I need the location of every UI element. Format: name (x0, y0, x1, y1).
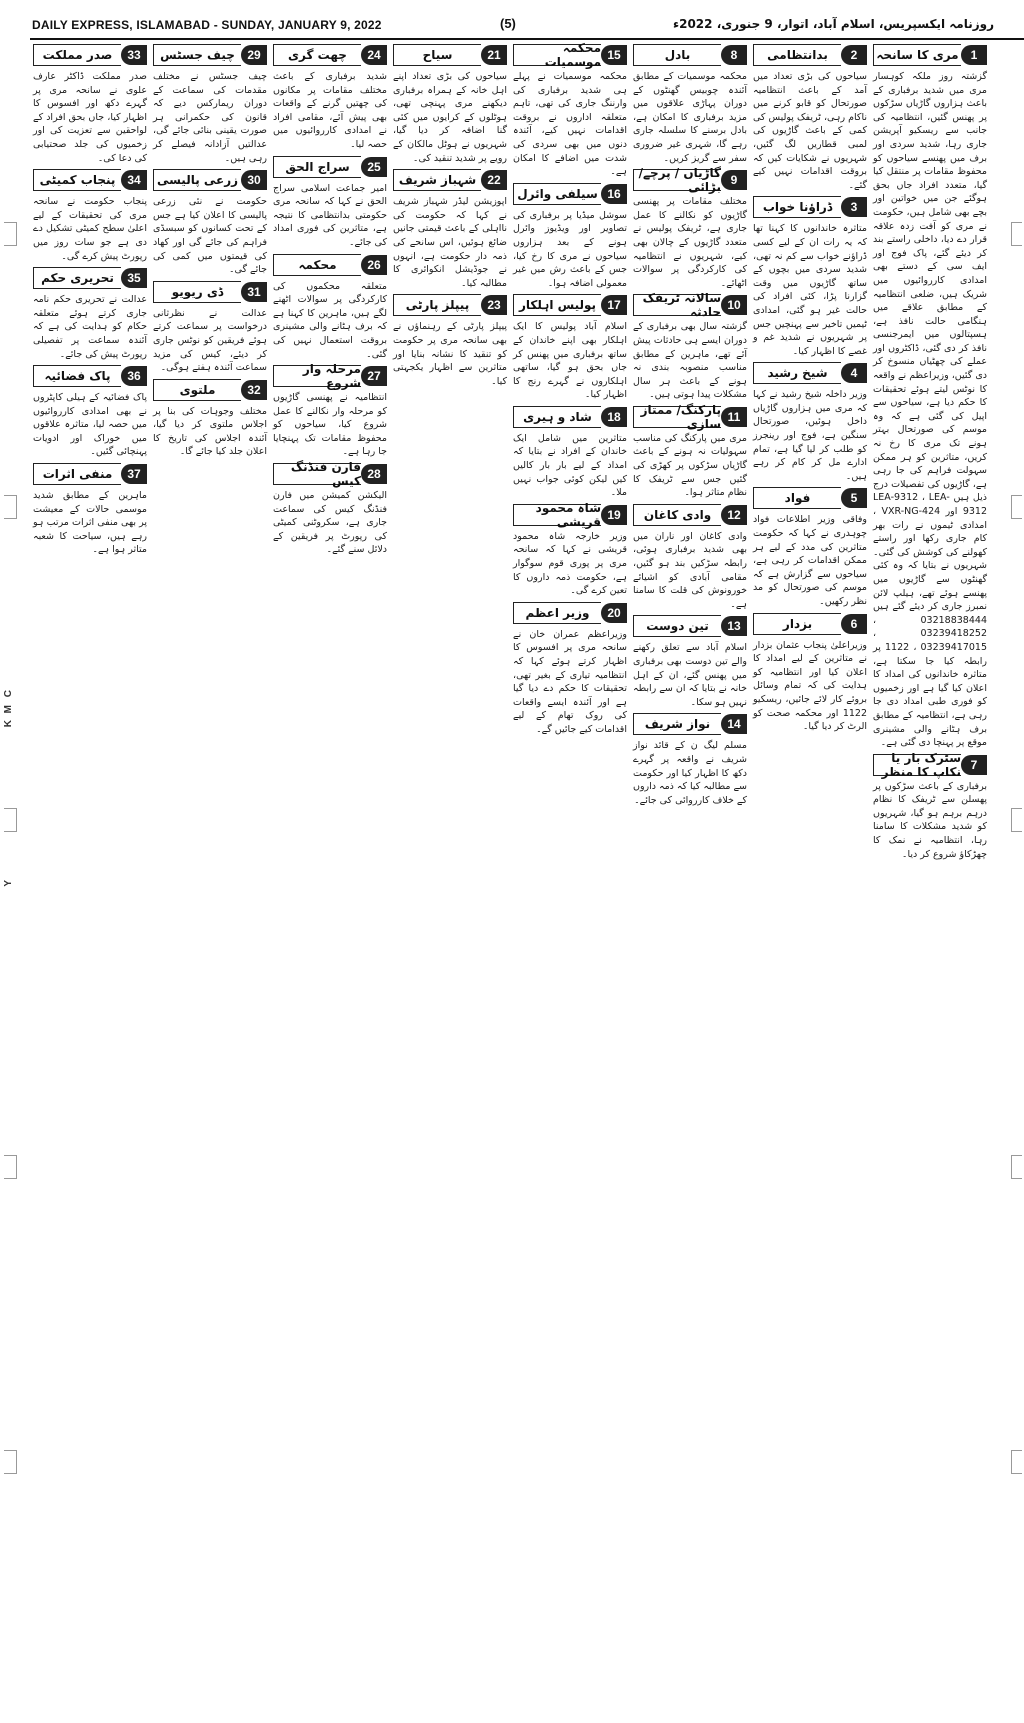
news-item-number: 12 (721, 505, 747, 525)
news-item (513, 602, 627, 737)
news-item-title: شاد و ہیری (513, 406, 601, 428)
news-item-number: 21 (481, 45, 507, 65)
news-item-number: 29 (241, 45, 267, 65)
news-item-number: 2 (841, 45, 867, 65)
news-item-number: 8 (721, 45, 747, 65)
news-item-header (273, 254, 387, 276)
news-column (390, 40, 510, 1712)
news-item (273, 254, 387, 362)
news-item-number: 6 (841, 614, 867, 634)
news-item-title: ملتوی (153, 379, 241, 401)
news-item-number: 19 (601, 505, 627, 525)
news-item (33, 365, 147, 459)
news-item-number: 4 (841, 363, 867, 383)
news-item (753, 362, 867, 483)
news-item-header (153, 169, 267, 191)
news-item-number: 36 (121, 366, 147, 386)
news-item-body: وادی کاغان اور ناران میں بھی شدید برفباری ہوئی، رابطہ سڑکیں بند ہو گئیں، مقامی آبادی کو اشیائے خورونوش کی قلت کا سامنا ہے۔ (633, 530, 747, 610)
news-item-header (33, 365, 147, 387)
news-item-body: شدید برفباری کے باعث مختلف مقامات پر مکانوں کی چھتیں گرنے کے واقعات بھی پیش آئے، مقامی افراد نے امدادی کارروائیوں میں حصہ لیا۔ (273, 71, 387, 150)
news-item-header (273, 460, 387, 489)
news-item-number: 28 (361, 464, 387, 484)
news-item-title: محکمہ (273, 254, 361, 276)
news-item (513, 406, 627, 500)
news-item-number: 14 (721, 714, 747, 734)
news-item-number: 13 (721, 616, 747, 636)
color-mark-c: C (3, 690, 14, 698)
news-item-number: 10 (721, 295, 747, 315)
registration-mark (4, 1155, 17, 1179)
news-item-number: 35 (121, 268, 147, 288)
news-item-header (873, 44, 987, 66)
news-item-title: پنجاب کمیٹی (33, 169, 121, 191)
news-item-number: 32 (241, 380, 267, 400)
news-item (273, 362, 387, 459)
news-item-header (753, 196, 867, 218)
news-item-body: متعلقہ محکموں کی کارکردگی پر سوالات اٹھنے لگے ہیں، ماہرین کا کہنا ہے کہ برف ہٹانے والی مشینری بروقت استعمال نہیں کی گئی۔ (273, 280, 387, 360)
masthead (30, 10, 1024, 40)
news-item-title: مری کا سانحہ (873, 44, 961, 66)
news-item (873, 44, 987, 750)
news-item-header (633, 291, 747, 320)
news-item-body: وزیراعظم عمران خان نے سانحہ مری پر افسوس کا اظہار کرتے ہوئے کہا کہ انتظامیہ تیاری کے بغیر تھی، تحقیقات کا حکم دے دیا گیا ہے اور آئندہ ایسے واقعات کی روک تھام کے لیے اقدامات کیے جائیں گے۔ (513, 628, 627, 735)
news-item-title: بادل (633, 44, 721, 66)
news-item-body: انتظامیہ نے پھنسی گاڑیوں کو مرحلہ وار نکالنے کا عمل شروع کیا، سیاحوں کو محفوظ مقامات تک پہنچایا جا رہا ہے۔ (273, 392, 387, 458)
news-item (633, 291, 747, 402)
news-item (393, 294, 507, 388)
news-item (393, 44, 507, 165)
masthead-left: DAILY EXPRESS, ISLAMABAD - SUNDAY, JANUARY 9, 2022 (32, 18, 382, 32)
news-item-body: مسلم لیگ ن کے قائد نواز شریف نے واقعہ پر گہرے دکھ کا اظہار کیا اور حکومت سے مطالبہ کیا کہ ذمہ داروں کے خلاف کارروائی کی جائے۔ (632, 740, 747, 806)
news-column (870, 40, 990, 1712)
news-item-header (393, 44, 507, 66)
news-item (753, 487, 867, 608)
news-item-body: وفاقی وزیر اطلاعات فواد چوہدری نے کہا کہ حکومت متاثرین کی مدد کے لیے ہر ممکن اقدامات کر رہی ہے، سیاحوں سے گزارش ہے کہ موسم کی صورتحال کو مد نظر رکھیں۔ (753, 514, 867, 607)
news-item-header (513, 294, 627, 316)
news-item (753, 613, 867, 734)
news-item-body: متاثرین میں شامل ایک خاندان کے افراد نے بتایا کہ امداد کے لیے بار بار کالیں کیں لیکن کوئی جواب نہیں ملا۔ (513, 432, 627, 499)
news-item (513, 183, 627, 291)
news-item-header (33, 169, 147, 191)
news-item-header (153, 44, 267, 66)
news-column (750, 40, 870, 1712)
news-item (273, 44, 387, 152)
news-item (633, 402, 747, 500)
news-item-number: 5 (841, 488, 867, 508)
news-item-body: وزیر خارجہ شاہ محمود قریشی نے کہا کہ سانحہ مری پر پوری قوم سوگوار ہے، حکومت ذمہ داروں کا تعین کرے گی۔ (513, 530, 627, 597)
masthead-right: روزنامہ ایکسپریس، اسلام آباد، اتوار، 9 جنوری، 2022ء (672, 17, 994, 31)
registration-mark (1011, 222, 1022, 246)
news-item (633, 44, 747, 165)
news-item-title: تین دوست (633, 615, 721, 637)
news-item-body: گزشتہ روز ملکہ کوہسار مری میں شدید برفباری کے باعث ہزاروں گاڑیاں سڑکوں پر پھنس گئیں، انتظامیہ کی جانب سے ریسکیو آپریشن جاری رہا، شدید سردی اور برف میں پھنسے سیاحوں کو محفوظ مقامات پر منتقل کیا گیا، متعدد افراد جاں بحق ہوگئے جن میں خواتین اور بچے بھی شامل ہیں، حکومت نے مری کو آفت زدہ علاقہ قرار دے دیا، داخلی راستے بند کر دیئے گئے، پاک فوج اور ایف سی کے دستے بھی امدادی کارروائیوں میں شریک ہیں، ضلعی انتظامیہ کے مطابق علاقے میں ہنگامی حالت نافذ ہے، ہسپتالوں میں ایمرجنسی نافذ کر دی گئی، ڈاکٹروں اور عملے کی چھٹیاں منسوخ کر دی گئیں، وزیراعظم نے واقعہ کا نوٹس لیتے ہوئے تحقیقات کا حکم دیا ہے، سیاحوں سے اپیل کی گئی ہے کہ وہ موسم کی صورتحال بہتر ہونے تک مری کا رخ نہ کریں، متاثرین کو ہر ممکن سہولت فراہم کی جا رہی ہے، گاڑیوں کی تفصیلات درج ذیل ہیں LEA-9312 ، LEA-9312 اور VXR-NG-424 ، امدادی ٹیموں نے رات بھر کام جاری رکھا اور راستے کھولنے کی کوشش کی گئی۔ شہریوں نے بتایا کہ وہ کئی گھنٹوں سے گاڑیوں میں پھنسے ہوئے تھے، ہیلپ لائن نمبرز جاری کر دیئے گئے ہیں 03218838444 ، 03239418252 ، 03239417015 ، 1122 پر رابطہ کیا جا سکتا ہے، متاثرہ خاندانوں کی امداد کا اعلان کیا گیا ہے اور زخمیوں کو فوری طبی امداد دی جا رہی ہے، انتظامیہ کے مطابق برف ہٹانے والی مشینری موقع پر پہنچا دی گئی ہے۔ (873, 71, 988, 749)
news-item (33, 44, 147, 165)
news-item-title: ڈی ریویو (153, 281, 241, 303)
news-item-title: شہباز شریف (393, 169, 481, 191)
news-item-title: زرعی پالیسی (153, 169, 241, 191)
color-mark-y: Y (3, 880, 14, 887)
news-item-header (33, 267, 147, 289)
news-item-title: نواز شریف (633, 713, 721, 735)
news-item-number: 27 (361, 366, 387, 386)
news-item-body: پاک فضائیہ کے ہیلی کاپٹروں نے بھی امدادی کارروائیوں میں حصہ لیا، متاثرہ علاقوں میں خوراک اور ادویات پہنچائی گئیں۔ (33, 392, 147, 458)
news-item-header (273, 362, 387, 391)
news-item-title: محکمہ موسمیات (513, 44, 601, 66)
news-item (153, 44, 267, 165)
news-item-header (753, 362, 867, 384)
news-item-title: گاڑیاں / پرچے/ بڑائی (633, 169, 721, 191)
news-item-header (753, 487, 867, 509)
registration-mark (4, 222, 17, 246)
news-item-header (273, 44, 387, 66)
news-item-body: محکمہ موسمیات نے پہلے ہی شدید برفباری کی وارننگ جاری کی تھی، تاہم متعلقہ اداروں نے بروقت اقدامات نہیں کیے، آئندہ دنوں میں بھی سردی کی شدت میں اضافے کا امکان ہے۔ (513, 71, 627, 178)
news-item-title: بزدار (753, 613, 841, 635)
news-item-title: پارکنگ/ ممتاز سازی (633, 406, 721, 428)
news-item-header (513, 41, 627, 69)
news-item (513, 294, 627, 402)
news-item-number: 3 (841, 197, 867, 217)
registration-mark (4, 808, 17, 832)
news-item-number: 37 (121, 464, 147, 484)
news-item-number: 7 (961, 755, 987, 775)
news-item-body: صدر مملکت ڈاکٹر عارف علوی نے سانحہ مری پر گہرے دکھ اور افسوس کا اظہار کیا، جاں بحق افراد کے لواحقین سے تعزیت کی اور زخمیوں کی جلد صحتیابی کی دعا کی۔ (33, 71, 147, 164)
news-item-title: سالانہ ٹریفک حادثہ (633, 294, 721, 316)
news-item-number: 31 (241, 282, 267, 302)
news-item-title: تحریری حکم (33, 267, 121, 289)
news-item-title: شاہ محمود قریشی (513, 504, 601, 526)
registration-mark (4, 1450, 17, 1474)
news-item-title: منفی اثرات (33, 463, 121, 485)
news-item-header (153, 281, 267, 303)
news-item-number: 11 (721, 407, 747, 427)
news-item-header (753, 613, 867, 635)
news-item-number: 16 (601, 184, 627, 204)
news-item-title: بدانتظامی (753, 44, 841, 66)
news-item-body: پیپلز پارٹی کے رہنماؤں نے بھی سانحہ مری پر حکومت کو تنقید کا نشانہ بنایا اور متاثرین سے اظہار یکجہتی کیا۔ (393, 321, 507, 387)
news-item-body: حکومت نے نئی زرعی پالیسی کا اعلان کیا ہے جس کے تحت کسانوں کو سبسڈی فراہم کی جائے گی اور کھاد کی قیمتوں میں کمی کی جائے گی۔ (153, 196, 267, 276)
news-item-body: عدالت نے نظرثانی درخواست پر سماعت کرتے ہوئے فریقین کو نوٹس جاری کر دیئے، کیس کی مزید سماعت آئندہ ہفتے ہوگی۔ (153, 307, 267, 374)
news-item-header (513, 406, 627, 428)
news-item (33, 267, 147, 361)
news-item (633, 713, 747, 807)
news-item-number: 17 (601, 295, 627, 315)
news-item-number: 33 (121, 45, 147, 65)
news-item-body: وزیر داخلہ شیخ رشید نے کہا کہ مری میں ہزاروں گاڑیاں داخل ہوئیں، صورتحال سنگین ہے، فوج اور رینجرز کو طلب کر لیا گیا ہے، تمام ادارے مل کر کام کر رہے ہیں۔ (753, 389, 867, 482)
news-item-body: چیف جسٹس نے مختلف مقدمات کی سماعت کے دوران ریمارکس دیے کہ قانون کی حکمرانی ہر صورت یقینی بنائی جائے گی، عدالتیں آزادانہ فیصلے کر رہی ہیں۔ (153, 71, 267, 164)
news-item-header (513, 183, 627, 205)
news-item-header (393, 294, 507, 316)
news-item-header (513, 500, 627, 529)
news-item-body: گزشتہ سال بھی برفباری کے دوران ایسے ہی حادثات پیش آئے تھے، ماہرین کے مطابق مناسب منصوبہ بندی نہ ہونے کے باعث ہر سال مشکلات پیدا ہوتی ہیں۔ (633, 321, 747, 401)
color-mark-m: M (3, 705, 14, 714)
news-item-number: 24 (361, 45, 387, 65)
news-item-body: مختلف وجوہات کی بنا پر اجلاس ملتوی کر دیا گیا، آئندہ اجلاس کی تاریخ کا اعلان جلد کیا جائے گا۔ (153, 405, 267, 458)
news-item-number: 18 (601, 407, 627, 427)
registration-mark (1011, 1450, 1022, 1474)
news-item-header (633, 713, 747, 735)
news-item-header (873, 750, 987, 779)
news-item-title: سیلفی وائرل (513, 183, 601, 205)
news-item-body: اسلام آباد سے تعلق رکھنے والے تین دوست بھی برفباری میں پھنس گئے، ان کے اہل خانہ نے بتایا کہ ان سے رابطہ نہیں ہو سکا۔ (633, 642, 747, 708)
news-item (153, 169, 267, 277)
news-item-header (633, 504, 747, 526)
news-item-body: برفباری کے باعث سڑکوں پر پھسلن سے ٹریفک کا نظام درہم برہم ہو گیا، شہریوں کو شدید مشکلات کا سامنا رہا، انتظامیہ نے نمک کا چھڑکاؤ شروع کر دیا۔ (873, 780, 987, 860)
news-item-body: عدالت نے تحریری حکم نامہ جاری کرتے ہوئے متعلقہ حکام کو ہدایت کی ہے کہ آئندہ سماعت پر تفصیلی رپورٹ پیش کی جائے۔ (33, 294, 147, 360)
news-item (33, 463, 147, 557)
news-item-number: 20 (601, 603, 627, 623)
news-item-title: پیپلز پارٹی (393, 294, 481, 316)
newspaper-page (30, 10, 1024, 1715)
news-item-body: اپوزیشن لیڈر شہباز شریف نے کہا کہ حکومت کی نااہلی کے باعث قیمتی جانیں ضائع ہوئیں، اس سانحے کی ذمہ دار حکومت ہے، انہوں نے جوڈیشل انکوائری کا مطالبہ کیا۔ (393, 196, 507, 289)
news-item-title: سٹرک بار یا نکاپ کا منظر (873, 754, 961, 776)
news-item-header (753, 44, 867, 66)
news-column (510, 40, 630, 1712)
news-item (33, 169, 147, 263)
news-item-title: مرحلہ وار شروع (273, 365, 361, 387)
news-item-body: سیاحوں کی بڑی تعداد اپنے اہل خانہ کے ہمراہ برفباری دیکھنے مری پہنچی تھی، ہوٹلوں کے کرایوں میں کئی گنا اضافہ کر دیا گیا، شہریوں نے ہوٹل مالکان کے رویے پر شدید تنقید کی۔ (393, 71, 507, 164)
news-item (633, 504, 747, 612)
news-item-header (633, 402, 747, 431)
news-item (753, 44, 867, 192)
news-item-body: محکمہ موسمیات کے مطابق آئندہ چوبیس گھنٹوں کے دوران پہاڑی علاقوں میں مزید برفباری کا امکان ہے، بادل برسنے کا سلسلہ جاری رہے گا، شہری غیر ضروری سفر سے گریز کریں۔ (633, 71, 747, 164)
news-item-header (633, 44, 747, 66)
registration-mark (1011, 808, 1022, 832)
news-item-body: اسلام آباد پولیس کا ایک اہلکار بھی اپنے خاندان کے ساتھ برفباری میں پھنس کر جاں بحق ہو گیا، ساتھی اہلکاروں نے گہرے رنج کا اظہار کیا۔ (513, 321, 627, 401)
registration-mark (1011, 495, 1022, 519)
news-item (153, 281, 267, 375)
news-column (150, 40, 270, 1712)
news-item (633, 166, 747, 290)
news-item-title: فواد (753, 487, 841, 509)
color-mark-k: K (3, 720, 14, 728)
news-item-header (33, 44, 147, 66)
registration-mark (1011, 1155, 1022, 1179)
news-item (393, 169, 507, 290)
news-item-body: سیاحوں کی بڑی تعداد میں آمد کے باعث انتظامیہ صورتحال کو قابو کرنے میں ناکام رہی، ٹریفک پولیس کی کمی کے باعث گاڑیوں کی لمبی قطاریں لگ گئیں، شہریوں نے شکایات کیں کہ بروقت اقدامات نہیں کیے گئے۔ (753, 71, 867, 191)
news-item-header (273, 156, 387, 178)
news-item-header (513, 602, 627, 624)
news-item-number: 15 (601, 45, 627, 65)
news-item-title: ڈراؤنا خواب (753, 196, 841, 218)
news-item-header (633, 166, 747, 195)
news-column (630, 40, 750, 1712)
news-item-title: سیاح (393, 44, 481, 66)
news-item-header (393, 169, 507, 191)
news-item-body: وزیراعلیٰ پنجاب عثمان بزدار نے متاثرین کے لیے امداد کا اعلان کیا اور انتظامیہ کو ہدایت کی کہ تمام وسائل بروئے کار لائے جائیں، ریسکیو 1122 اور محکمہ صحت کو الرٹ کر دیا گیا۔ (753, 639, 867, 733)
news-item (873, 750, 987, 862)
news-item-body: امیر جماعت اسلامی سراج الحق نے کہا کہ سانحہ مری حکومتی بدانتظامی کا نتیجہ ہے، متاثرین کی فوری امداد کی جائے۔ (273, 182, 387, 248)
news-item-header (633, 615, 747, 637)
news-item-title: فارن فنڈنگ کیس (273, 463, 361, 485)
news-item-body: سوشل میڈیا پر برفباری کی تصاویر اور ویڈیوز وائرل ہونے کے بعد ہزاروں سیاحوں نے مری کا رخ کیا، جس کے باعث رش میں غیر معمولی اضافہ ہوا۔ (513, 209, 627, 289)
page-number: (5) (500, 16, 516, 31)
news-columns (30, 40, 990, 1712)
news-item-number: 22 (481, 170, 507, 190)
news-item-header (33, 463, 147, 485)
news-item (753, 196, 867, 358)
news-item-title: چیف جسٹس (153, 44, 241, 66)
news-item (513, 41, 627, 179)
news-item-body: متاثرہ خاندانوں کا کہنا تھا کہ یہ رات ان کے لیے کسی ڈراؤنے خواب سے کم نہ تھی، شدید سردی میں بچوں کے ساتھ گاڑیوں میں وقت گزارنا پڑا، کئی افراد کی حالت غیر ہو گئی، امدادی ٹیمیں تاخیر سے پہنچیں جس پر شہریوں نے شدید غم و غصے کا اظہار کیا۔ (753, 223, 867, 357)
news-item-number: 34 (121, 170, 147, 190)
news-item-title: وزیر اعظم (513, 602, 601, 624)
news-item (273, 156, 387, 250)
news-item-body: مختلف مقامات پر پھنسی گاڑیوں کو نکالنے کا عمل جاری ہے، ٹریفک پولیس نے متعدد گاڑیوں کے چالان بھی کیے، شہریوں نے انتظامیہ کی کارکردگی پر سوالات اٹھائے۔ (633, 196, 747, 289)
news-item-title: پاک فضائیہ (33, 365, 121, 387)
news-item (153, 379, 267, 459)
news-item-title: صدر مملکت (33, 44, 121, 66)
news-item (633, 615, 747, 709)
news-item-body: پنجاب حکومت نے سانحہ مری کی تحقیقات کے لیے اعلیٰ سطح کمیٹی تشکیل دے دی ہے جو سات روز میں رپورٹ پیش کرے گی۔ (33, 196, 147, 262)
news-item-title: شیخ رشید (753, 362, 841, 384)
news-item-number: 25 (361, 157, 387, 177)
news-item (513, 500, 627, 598)
news-item-title: سراج الحق (273, 156, 361, 178)
news-item-header (153, 379, 267, 401)
news-item-title: چھت گری (273, 44, 361, 66)
news-item-body: ماہرین کے مطابق شدید موسمی حالات کے معیشت پر بھی منفی اثرات مرتب ہو رہے ہیں، سیاحت کا شعبہ متاثر ہوا ہے۔ (33, 490, 147, 556)
news-item-number: 30 (241, 170, 267, 190)
news-item-title: پولیس اہلکار (513, 294, 601, 316)
news-column (30, 40, 150, 1712)
news-item-number: 9 (721, 170, 747, 190)
news-item-number: 23 (481, 295, 507, 315)
news-item (273, 460, 387, 557)
news-item-number: 26 (361, 255, 387, 275)
news-column (270, 40, 390, 1712)
news-item-body: الیکشن کمیشن میں فارن فنڈنگ کیس کی سماعت جاری ہے، سکروٹنی کمیٹی کی رپورٹ پر فریقین کے دلائل سنے گئے۔ (273, 490, 387, 556)
news-item-title: وادی کاغان (633, 504, 721, 526)
news-item-number: 1 (961, 45, 987, 65)
registration-mark (4, 495, 17, 519)
news-item-body: مری میں پارکنگ کی مناسب سہولیات نہ ہونے کے باعث گاڑیاں سڑکوں پر کھڑی کی گئیں جس سے ٹریفک کا نظام متاثر ہوا۔ (633, 432, 747, 499)
